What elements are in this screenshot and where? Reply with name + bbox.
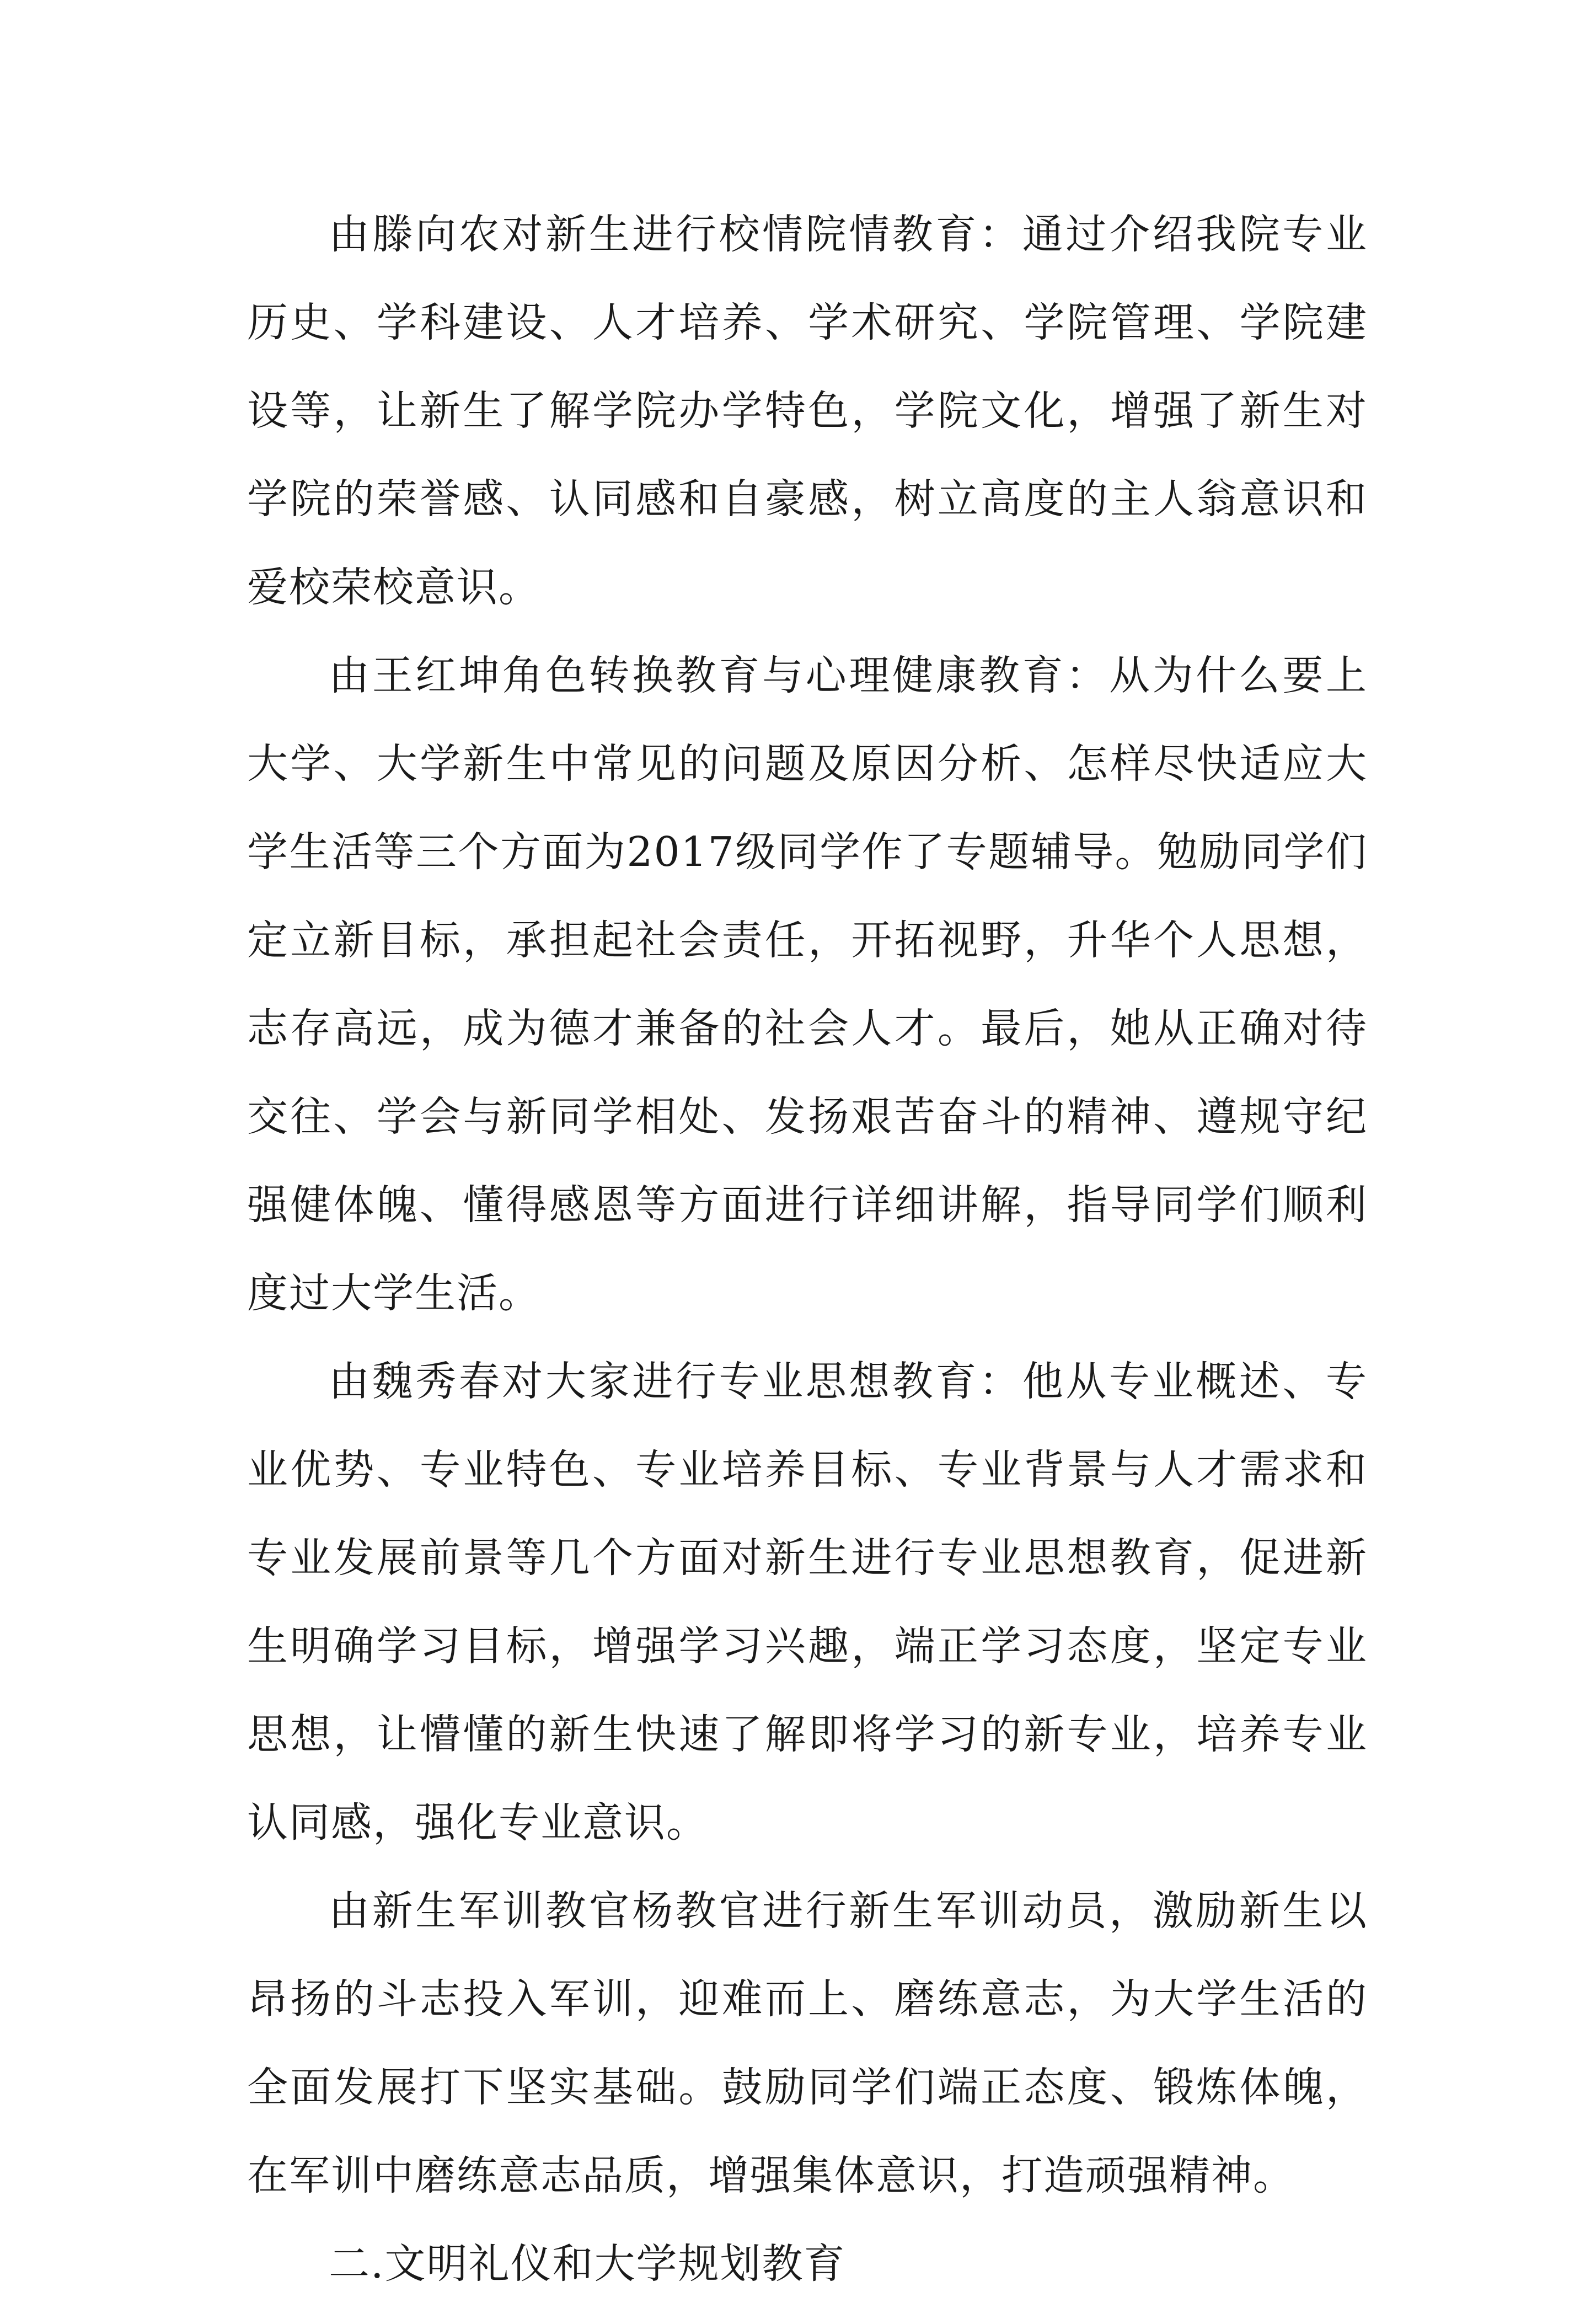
paragraph-major-education: 由魏秀春对大家进行专业思想教育：他从专业概述、专业优势、专业特色、专业培养目标、专业背景与人才需求和专业发展前景等几个方面对新生进行专业思想教育，促进新生明确学习目标，增强学习兴趣，端正学习态度，坚定专业思想，让懵懂的新生快速了解即将学习的新专业，培养专业认同感，强化专业意识。	[247, 1358, 1368, 1846]
paragraph-military-training: 由新生军训教官杨教官进行新生军训动员，激励新生以昂扬的斗志投入军训，迎难而上、磨练意志，为大学生活的全面发展打下坚实基础。鼓励同学们端正态度、锻炼体魄，在军训中磨练意志品质，增强集体意识，打造顽强精神。	[247, 1887, 1368, 2199]
document-body	[247, 190, 1368, 2308]
paragraph-campus-introduction: 由滕向农对新生进行校情院情教育：通过介绍我院专业历史、学科建设、人才培养、学术研究、学院管理、学院建设等，让新生了解学院办学特色，学院文化，增强了新生对学院的荣誉感、认同感和自豪感，树立高度的主人翁意识和爱校荣校意识。	[247, 211, 1368, 611]
paragraph-role-transition-education: 由王红坤角色转换教育与心理健康教育：从为什么要上大学、大学新生中常见的问题及原因分析、怎样尽快适应大学生活等三个方面为2017级同学作了专题辅导。勉励同学们定立新目标，承担起社会责任，开拓视野，升华个人思想，志存高远，成为德才兼备的社会人才。最后，她从正确对待交往、学会与新同学相处、发扬艰苦奋斗的精神、遵规守纪强健体魄、懂得感恩等方面进行详细讲解，指导同学们顺利度过大学生活。	[247, 652, 1368, 1317]
section-heading-etiquette-planning: 二.文明礼仪和大学规划教育	[329, 2240, 846, 2288]
